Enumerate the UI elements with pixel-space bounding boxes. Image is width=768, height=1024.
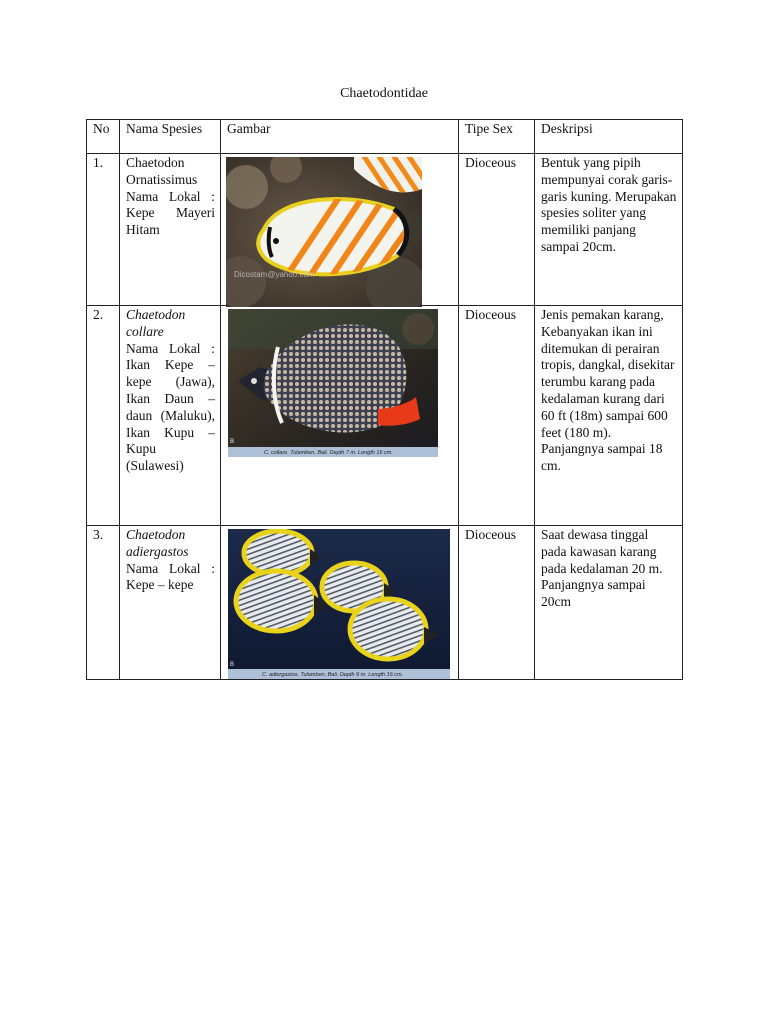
description-text: Jenis pemakan karang, Kebanyakan ikan ini ditemukan di perairan tropis, dangkal, disekitar terumbu karang pada kedalaman kurang dari 60 ft (18m) sampai 600 feet (180 m). Panjangnya sampai 18 cm.	[541, 307, 675, 474]
sex-type: Dioceous	[459, 154, 535, 306]
fish-photo-adiergastos	[228, 529, 450, 679]
photo-caption: C. adiergastos. Tulamben, Bali. Depth 9 m. Length 16 cm.	[262, 672, 404, 678]
local-name: Nama Lokal : Kepe – kepe	[126, 560, 215, 593]
fish-photo-ornatissimus	[226, 157, 422, 307]
species-table	[86, 119, 683, 680]
description-cell	[535, 154, 683, 306]
latin-name: Chaetodon collare	[126, 307, 186, 339]
header-name: Nama Spesies	[120, 120, 221, 154]
image-cell	[221, 306, 459, 526]
image-cell	[221, 526, 459, 680]
image-cell	[221, 154, 459, 306]
description-text: Saat dewasa tinggal pada kawasan karang pada kedalaman 20 m. Panjangnya sampai 20cm	[541, 527, 663, 610]
header-sex: Tipe Sex	[459, 120, 535, 154]
photo-caption: C. collare. Tulamben, Bali. Depth 7 m. Length 16 cm.	[264, 450, 393, 456]
description-cell	[535, 306, 683, 526]
table-row	[87, 526, 683, 680]
table-row	[87, 306, 683, 526]
header-desc: Deskripsi	[535, 120, 683, 154]
species-name-cell	[120, 154, 221, 306]
species-name-cell	[120, 526, 221, 680]
plate-letter: B	[230, 662, 235, 668]
row-number: 2.	[87, 306, 120, 526]
row-number: 3.	[87, 526, 120, 680]
local-name: Nama Lokal : Ikan Kepe – kepe (Jawa), Ikan Daun – daun (Maluku), Ikan Kupu – Kupu (Sulawesi)	[126, 340, 215, 474]
watermark-text: Dicostam@yahoo.com	[234, 270, 315, 279]
row-number: 1.	[87, 154, 120, 306]
sex-type: Dioceous	[459, 526, 535, 680]
header-image: Gambar	[221, 120, 459, 154]
table-header-row	[87, 120, 683, 154]
description-text: Bentuk yang pipih mempunyai corak garis-garis kuning. Merupakan spesies soliter yang memiliki panjang sampai 20cm.	[541, 155, 677, 254]
fish-photo-collare	[228, 309, 438, 457]
page-title: Chaetodontidae	[340, 86, 428, 101]
latin-name: Chaetodon Ornatissimus	[126, 155, 198, 187]
plate-letter: B	[230, 439, 235, 445]
sex-type: Dioceous	[459, 306, 535, 526]
header-no: No	[87, 120, 120, 154]
latin-name: Chaetodon adiergastos	[126, 527, 189, 559]
species-name-cell	[120, 306, 221, 526]
table-row	[87, 154, 683, 306]
local-name: Nama Lokal : Kepe Mayeri Hitam	[126, 188, 215, 238]
description-cell	[535, 526, 683, 680]
